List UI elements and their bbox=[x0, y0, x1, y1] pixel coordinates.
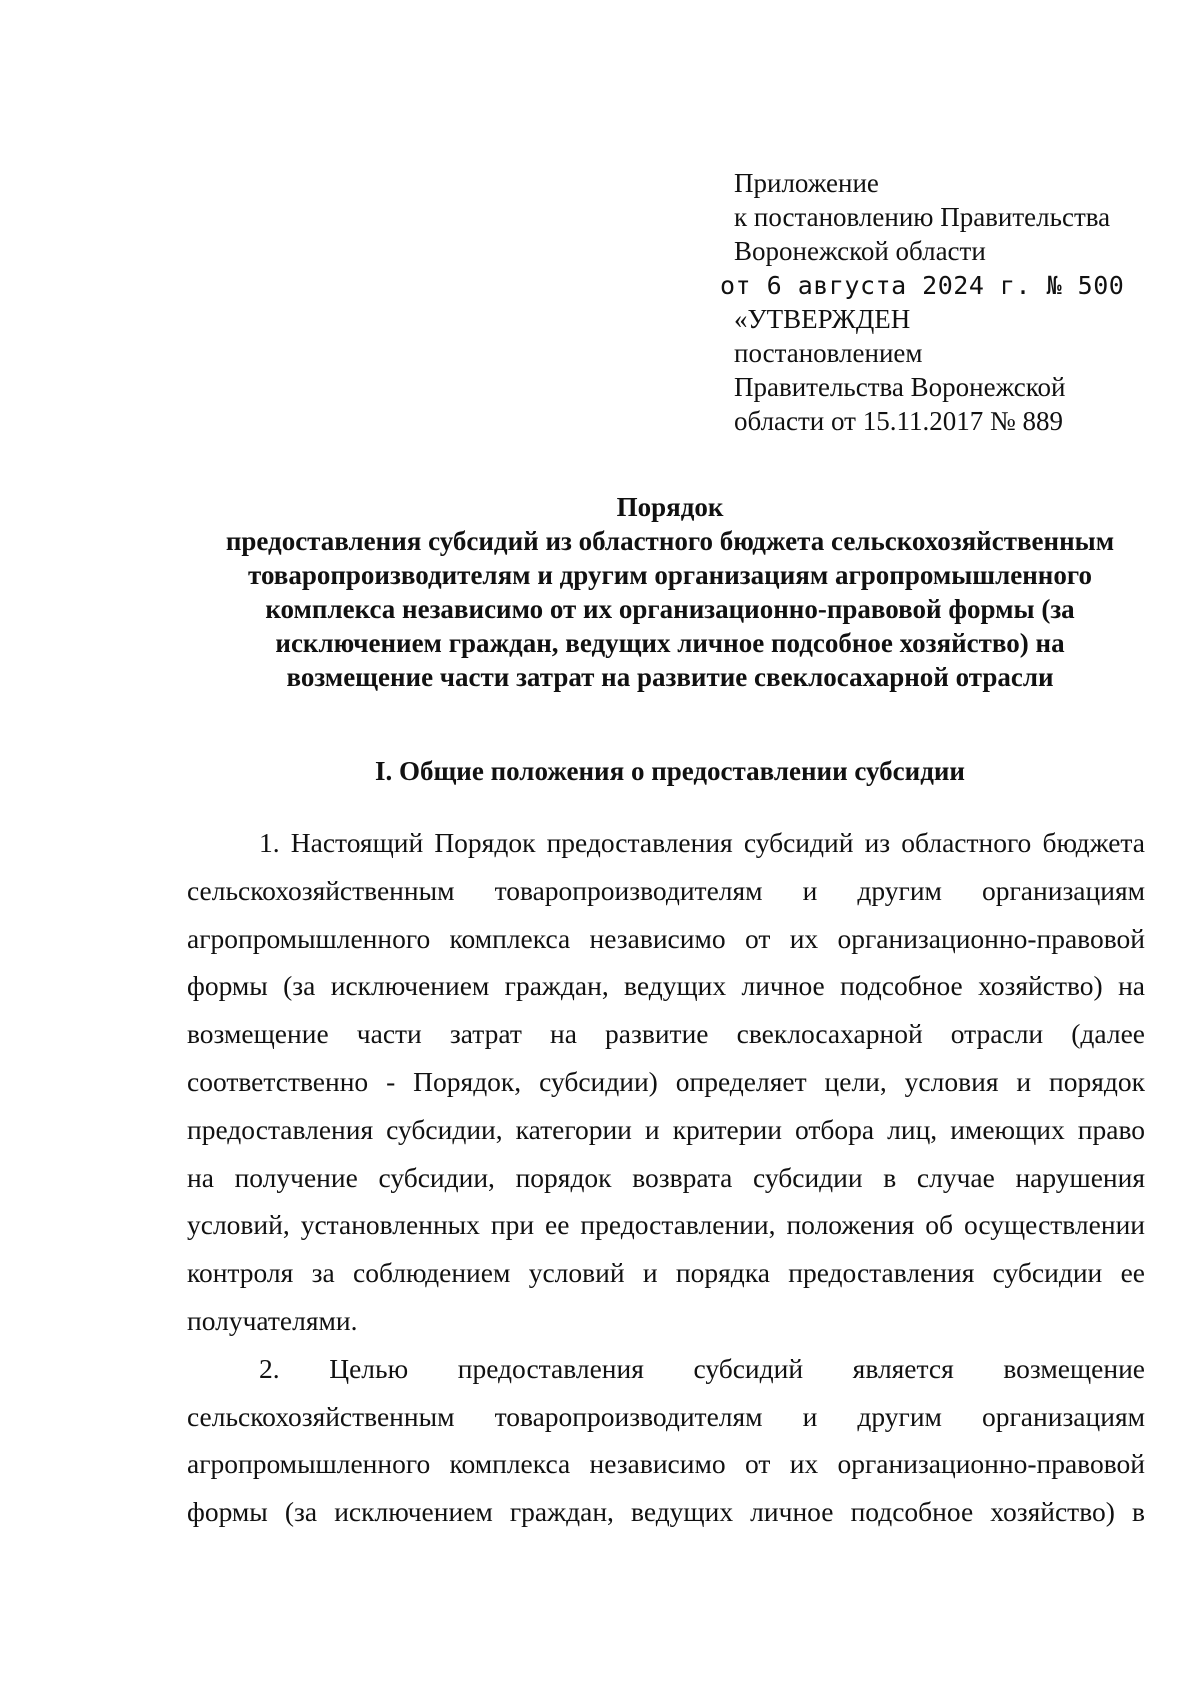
paragraph-line: возмещение части затрат на развитие свеклосахарной отрасли (далее bbox=[187, 1018, 1145, 1050]
paragraph-line: сельскохозяйственным товаропроизводителям и другим организациям bbox=[187, 874, 1145, 906]
paragraph-line: условий, установленных при ее предоставлении, положения об осуществлении bbox=[187, 1209, 1145, 1241]
approved-line: «УТВЕРЖДЕН bbox=[734, 304, 911, 334]
attachment-line: Воронежской области bbox=[734, 236, 986, 266]
attachment-line: Приложение bbox=[734, 168, 879, 198]
title-line: исключением граждан, ведущих личное подсобное хозяйство) на bbox=[275, 628, 1065, 658]
approved-line: Правительства Воронежской bbox=[734, 372, 1066, 402]
paragraph-line: 1. Настоящий Порядок предоставления субсидий из областного бюджета bbox=[259, 827, 1145, 858]
paragraph-line: предоставления субсидии, категории и критерии отбора лиц, имеющих право bbox=[187, 1113, 1145, 1145]
title-line: комплекса независимо от их организационно-правовой формы (за bbox=[265, 594, 1075, 624]
title-line: товаропроизводителям и другим организациям агропромышленного bbox=[248, 560, 1092, 590]
attachment-line: к постановлению Правительства bbox=[734, 202, 1111, 232]
paragraph-line: агропромышленного комплекса независимо от их организационно-правовой bbox=[187, 922, 1145, 954]
paragraph-line: получателями. bbox=[187, 1304, 358, 1336]
title-line: предоставления субсидий из областного бюджета сельскохозяйственным bbox=[225, 526, 1115, 556]
paragraph-line: контроля за соблюдением условий и порядка предоставления субсидии ее bbox=[187, 1257, 1145, 1289]
paragraph-line: на получение субсидии, порядок возврата субсидии в случае нарушения bbox=[187, 1161, 1145, 1193]
document-title bbox=[180, 490, 1160, 694]
paragraph-line: соответственно - Порядок, субсидии) определяет цели, условия и порядок bbox=[187, 1065, 1145, 1097]
title-line: возмещение части затрат на развитие свеклосахарной отрасли bbox=[286, 662, 1054, 692]
approved-line: постановлением bbox=[734, 338, 923, 368]
paragraph-line: сельскохозяйственным товаропроизводителям и другим организациям bbox=[187, 1400, 1145, 1432]
body-text bbox=[187, 819, 1145, 1536]
registration-stamp: от 6 августа 2024 г. № 500 bbox=[720, 271, 1125, 300]
paragraph-line: 2. Целью предоставления субсидий является возмещение bbox=[259, 1352, 1145, 1384]
attachment-block bbox=[720, 166, 1154, 438]
section-heading: I. Общие положения о предоставлении субсидии bbox=[375, 756, 965, 786]
approved-line: области от 15.11.2017 № 889 bbox=[734, 406, 1063, 436]
title-line: Порядок bbox=[616, 492, 724, 522]
paragraph-line: агропромышленного комплекса независимо от их организационно-правовой bbox=[187, 1448, 1145, 1480]
paragraph-line: формы (за исключением граждан, ведущих личное подсобное хозяйство) в bbox=[187, 1496, 1145, 1528]
paragraph-line: формы (за исключением граждан, ведущих личное подсобное хозяйство) на bbox=[187, 970, 1145, 1002]
